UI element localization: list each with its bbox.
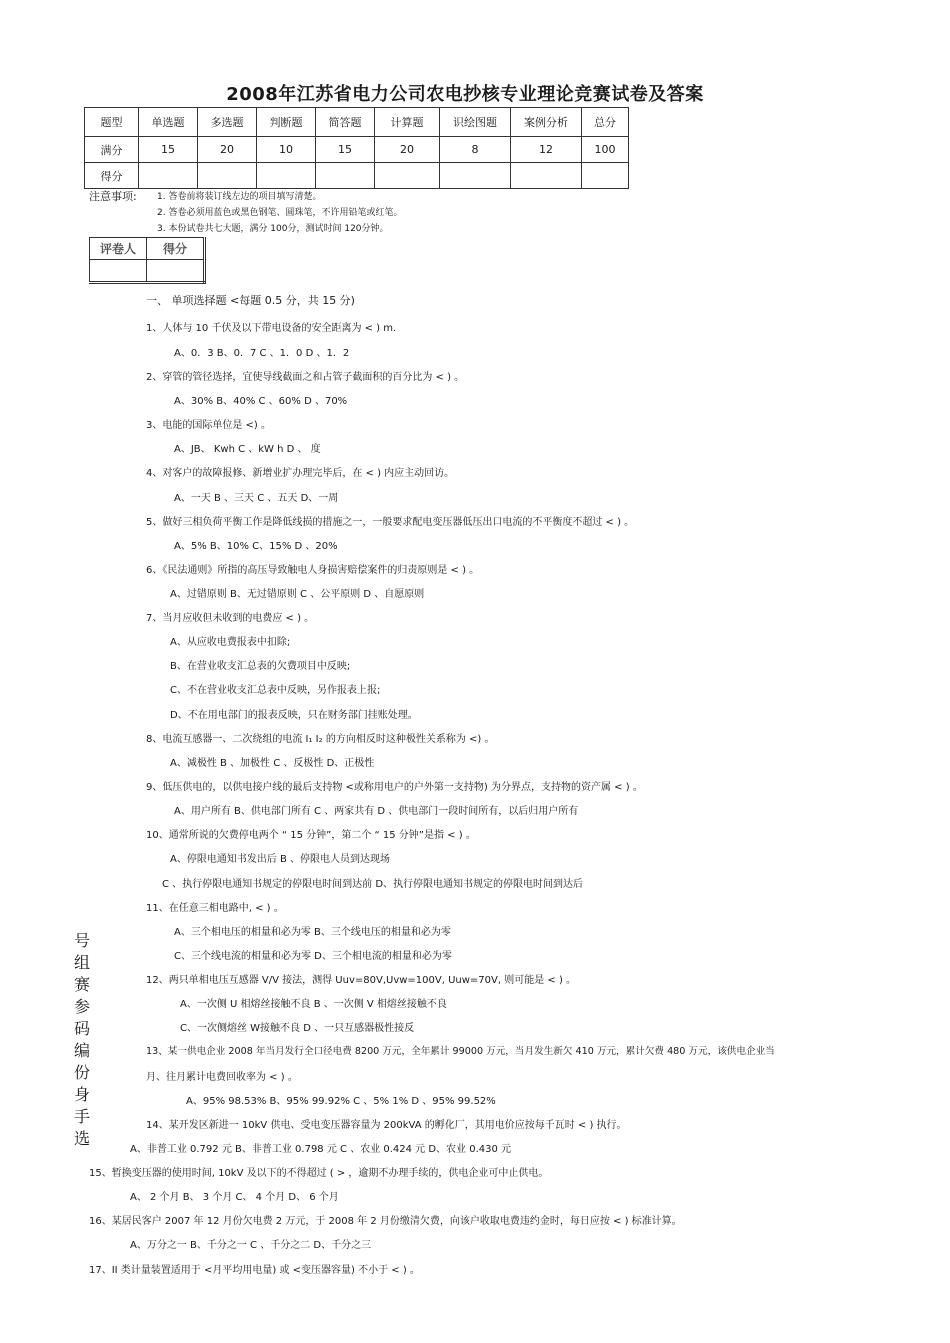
question-line: 3、电能的国际单位是 <) 。 [146, 420, 271, 431]
note-item: 1. 答卷前将装订线左边的项目填写清楚。 [157, 192, 322, 202]
score-input-cell[interactable] [440, 163, 511, 189]
question-line: 9、低压供电的，以供电接户线的最后支持物 <或称用电户的户外第一支持物) 为分界点，支持物的资产属 < ) 。 [146, 782, 643, 793]
option-line: C 、执行停限电通知书规定的停限电时间到达前 D、执行停限电通知书规定的停限电时间到达后 [162, 879, 584, 890]
option-line: A、一天 B 、三天 C 、五天 D、一周 [174, 493, 339, 504]
score-input-cell[interactable] [198, 163, 257, 189]
table-cell: 简答题 [316, 108, 375, 137]
option-line: A、JB、 Kwh C 、kW h D 、 度 [174, 444, 321, 455]
score-table [84, 107, 629, 189]
table-cell: 得分 [85, 163, 139, 189]
question-line: 5、做好三相负荷平衡工作是降低线损的措施之一，一般要求配电变压器低压出口电流的不平衡度不超过 < ) 。 [146, 517, 635, 528]
table-cell: 满分 [85, 137, 139, 163]
option-line: A、用户所有 B、供电部门所有 C 、两家共有 D 、供电部门一段时间所有，以后归用户所有 [174, 806, 579, 817]
table-cell: 15 [316, 137, 375, 163]
option-line: A、从应收电费报表中扣除; [170, 637, 291, 648]
note-item: 2. 答卷必须用蓝色或黑色钢笔、圆珠笔，不许用铅笔或红笔。 [157, 208, 403, 218]
option-line: D、不在用电部门的报表反映，只在财务部门挂账处理。 [170, 710, 418, 721]
option-line: A、95% 98.53% B、95% 99.92% C 、5% 1% D 、95% 99.52% [186, 1096, 496, 1107]
score-table-header-row [85, 108, 629, 137]
question-line: 11、在任意三相电路中, < ) 。 [146, 903, 284, 914]
notes-label: 注意事项: [89, 190, 137, 203]
score-table-score-row [85, 163, 629, 189]
question-line: 月、往月累计电费回收率为 < ) 。 [146, 1072, 298, 1083]
option-line: A、非普工业 0.792 元 B、非普工业 0.798 元 C 、农业 0.424 元 D、农业 0.430 元 [130, 1144, 512, 1155]
option-line: C、不在营业收支汇总表中反映，另作报表上报; [170, 685, 381, 696]
table-cell: 评卷人 [90, 238, 147, 260]
option-line: A、0．3 B、0．7 C 、1．0 D 、1．2 [174, 348, 350, 359]
question-line: 14、某开发区新进一 10kV 供电、受电变压器容量为 200kVA 的孵化厂，其用电价应按每千瓦时 < ) 执行。 [146, 1120, 627, 1131]
question-line: 6、《民法通则》所指的高压导致触电人身损害赔偿案件的归责原则是 < ) 。 [146, 565, 480, 576]
grader-input-row [90, 260, 205, 283]
note-item: 3. 本份试卷共七大题，满分 100分，测试时间 120分钟。 [157, 224, 389, 234]
question-line: 17、II 类计量装置适用于 <月平均用电量) 或 <变压器容量) 不小于 < ) 。 [89, 1265, 420, 1276]
table-cell: 10 [257, 137, 316, 163]
table-cell: 15 [139, 137, 198, 163]
score-input-cell[interactable] [511, 163, 582, 189]
section-title: 一、 单项选择题 <每题 0.5 分，共 15 分) [146, 294, 355, 307]
grader-header-row [90, 238, 205, 260]
question-line: 4、对客户的故障报修、新增业扩办理完毕后，在 < ) 内应主动回访。 [146, 468, 455, 479]
option-line: A、过错原则 B、无过错原则 C 、公平原则 D 、自愿原则 [170, 589, 425, 600]
table-cell: 100 [582, 137, 629, 163]
question-line: 7、当月应收但未收到的电费应 < ) 。 [146, 613, 315, 624]
question-line: 13、某一供电企业 2008 年当月发行全口径电费 8200 万元，全年累计 99000 万元，当月发生新欠 410 万元，累计欠费 480 万元，该供电企业当 [146, 1046, 775, 1057]
table-cell: 识绘图题 [440, 108, 511, 137]
option-line: A、一次侧 U 相熔丝接触不良 B 、一次侧 V 相熔丝接触不良 [180, 999, 447, 1010]
question-line: 2、穿管的管径选择，宜使导线截面之和占管子截面积的百分比为 < ) 。 [146, 372, 465, 383]
score-input-cell[interactable] [316, 163, 375, 189]
score-input-cell[interactable] [139, 163, 198, 189]
table-cell: 20 [198, 137, 257, 163]
table-cell: 多选题 [198, 108, 257, 137]
binding-margin-text: 号组赛参码编份身手选 [73, 931, 90, 1148]
option-line: A、5% B、10% C、15% D 、20% [174, 541, 338, 552]
table-cell: 案例分析 [511, 108, 582, 137]
table-cell: 判断题 [257, 108, 316, 137]
question-line: 10、通常所说的欠费停电两个 “ 15 分钟”，第二个 “ 15 分钟”是指 < ) 。 [146, 830, 476, 841]
option-line: A、 2 个月 B、 3 个月 C、 4 个月 D、 6 个月 [130, 1192, 339, 1203]
table-cell: 8 [440, 137, 511, 163]
question-line: 1、人体与 10 千伏及以下带电设备的安全距离为 < ) m. [146, 323, 397, 334]
page-title: 2008年江苏省电力公司农电抄核专业理论竞赛试卷及答案 [226, 84, 704, 105]
score-input-cell[interactable] [147, 260, 205, 283]
table-cell: 计算题 [375, 108, 440, 137]
score-input-cell[interactable] [375, 163, 440, 189]
option-line: A、三个相电压的相量和必为零 B、三个线电压的相量和必为零 [174, 927, 451, 938]
grader-input-cell[interactable] [90, 260, 147, 283]
question-line: 8、电流互感器一、二次绕组的电流 I₁ I₂ 的方向相反时这种极性关系称为 <) 。 [146, 734, 495, 745]
option-line: A、减极性 B 、加极性 C 、反极性 D、正极性 [170, 758, 375, 769]
option-line: A、停限电通知书发出后 B 、停限电人员到达现场 [170, 854, 391, 865]
question-line: 16、某居民客户 2007 年 12 月份欠电费 2 万元，于 2008 年 2 月份缴清欠费，向该户收取电费违约金时，每日应按 < ) 标准计算。 [89, 1216, 682, 1227]
table-cell: 单选题 [139, 108, 198, 137]
question-line: 12、两只单相电压互感器 V/V 接法，测得 Uuv=80V,Uvw=100V, Uuw=70V, 则可能是 < ) 。 [146, 975, 577, 986]
question-line: 15、暂换变压器的使用时间, 10kV 及以下的不得超过 ( > ，逾期不办理手续的，供电企业可中止供电。 [89, 1168, 549, 1179]
score-input-cell[interactable] [257, 163, 316, 189]
option-line: C、一次侧熔丝 W接触不良 D 、一只互感器极性接反 [180, 1023, 415, 1034]
table-cell: 20 [375, 137, 440, 163]
table-cell: 题型 [85, 108, 139, 137]
option-line: A、30% B、40% C 、60% D 、70% [174, 396, 348, 407]
score-table-fullmarks-row [85, 137, 629, 163]
score-input-cell[interactable] [582, 163, 629, 189]
table-cell: 得分 [147, 238, 205, 260]
table-cell: 12 [511, 137, 582, 163]
option-line: C、三个线电流的相量和必为零 D、三个相电流的相量和必为零 [174, 951, 452, 962]
option-line: B、在营业收支汇总表的欠费项目中反映; [170, 661, 351, 672]
grader-table [89, 237, 206, 284]
option-line: A、万分之一 B、千分之一 C 、千分之二 D、千分之三 [130, 1240, 372, 1251]
table-cell: 总分 [582, 108, 629, 137]
